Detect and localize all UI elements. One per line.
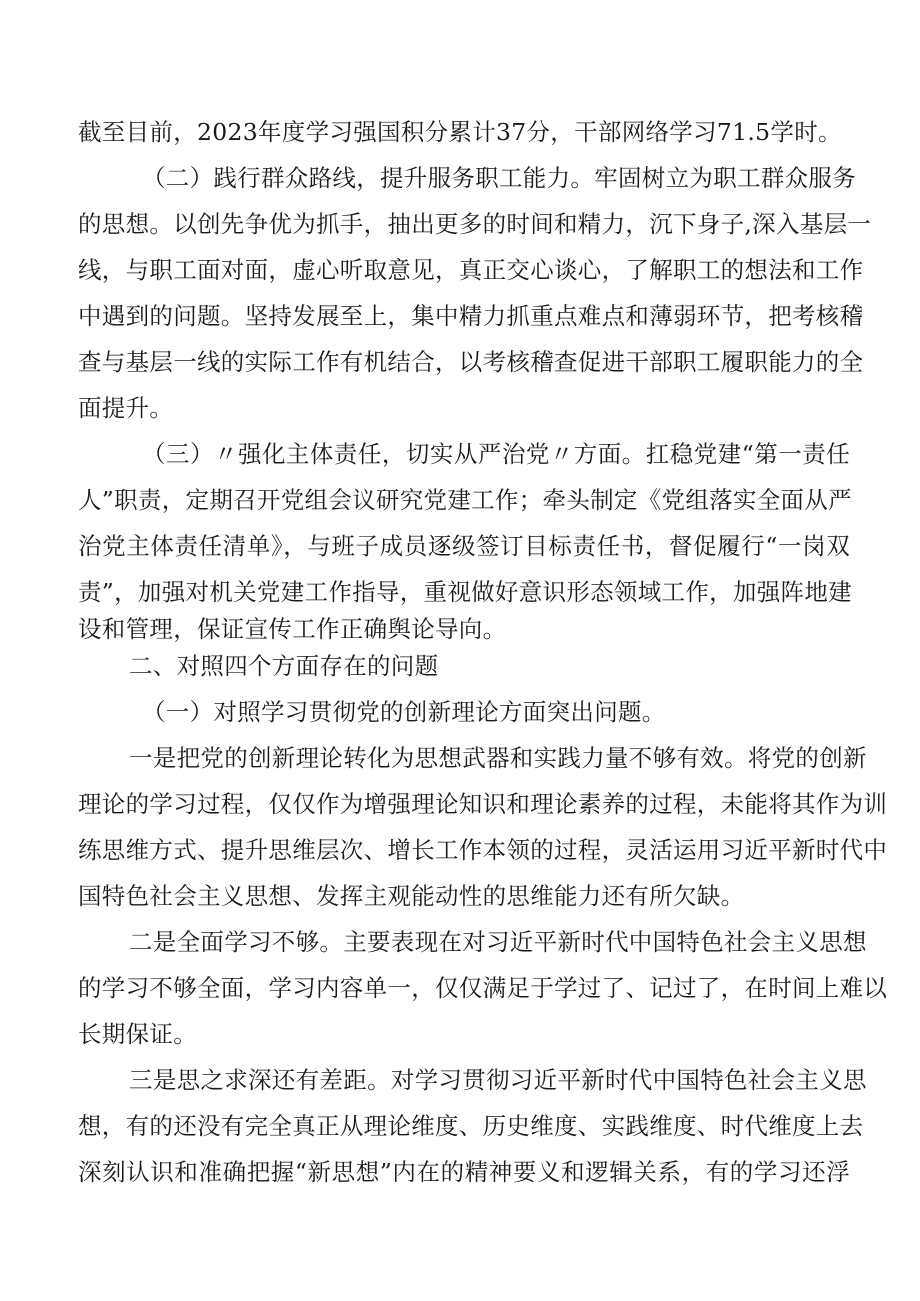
paragraph-line: 深刻认识和准确把握“新思想”内在的精神要义和逻辑关系，有的学习还浮 xyxy=(78,1158,850,1186)
section-heading: 二、对照四个方面存在的问题 xyxy=(129,652,439,680)
paragraph-line: 设和管理，保证宣传工作正确舆论导向。 xyxy=(78,615,507,643)
paragraph-line: 人”职责，定期召开党组会议研究党建工作；牵头制定《党组落实全面从严 xyxy=(78,486,852,514)
paragraph-line: 责”，加强对机关党建工作指导，重视做好意识形态领域工作，加强阵地建 xyxy=(78,578,852,606)
paragraph-line: 截至目前，2023年度学习强国积分累计37分，干部网络学习71.5学时。 xyxy=(78,118,842,146)
paragraph-line: 中遇到的问题。坚持发展至上，集中精力抓重点难点和薄弱环节，把考核稽 xyxy=(78,302,864,330)
paragraph-line: 线，与职工面对面，虚心听取意见，真正交心谈心，了解职工的想法和工作 xyxy=(78,256,864,284)
paragraph-line: 的思想。以创先争优为抓手，抽出更多的时间和精力，沉下身子,深入基层一 xyxy=(78,210,872,238)
paragraph-line: 理论的学习过程，仅仅作为增强理论知识和理论素养的过程，未能将其作为训 xyxy=(78,790,888,818)
paragraph-line: 长期保证。 xyxy=(78,1020,197,1048)
paragraph-line: 一是把党的创新理论转化为思想武器和实践力量不够有效。将党的创新 xyxy=(129,744,867,772)
subsection-heading: （一）对照学习贯彻党的创新理论方面突出问题。 xyxy=(142,698,666,726)
paragraph-line: 二是全面学习不够。主要表现在对习近平新时代中国特色社会主义思想 xyxy=(129,928,867,956)
paragraph-line: 国特色社会主义思想、发挥主观能动性的思维能力还有所欠缺。 xyxy=(78,882,745,910)
paragraph-line: 面提升。 xyxy=(78,394,174,422)
paragraph-line: 三是思之求深还有差距。对学习贯彻习近平新时代中国特色社会主义思 xyxy=(129,1066,867,1094)
paragraph-line: 的学习不够全面，学习内容单一，仅仅满足于学过了、记过了，在时间上难以 xyxy=(78,974,888,1002)
paragraph-line: 查与基层一线的实际工作有机结合，以考核稽查促进干部职工履职能力的全 xyxy=(78,348,864,376)
paragraph-line: 治党主体责任清单》，与班子成员逐级签订目标责任书，督促履行“一岗双 xyxy=(78,532,850,560)
paragraph-line: 想，有的还没有完全真正从理论维度、历史维度、实践维度、时代维度上去 xyxy=(78,1112,864,1140)
paragraph-line: （三）〃强化主体责任，切实从严治党〃方面。扛稳党建“第一责任 xyxy=(142,440,850,468)
paragraph-line: （二）践行群众路线，提升服务职工能力。牢固树立为职工群众服务 xyxy=(142,164,856,192)
paragraph-line: 练思维方式、提升思维层次、增长工作本领的过程，灵活运用习近平新时代中 xyxy=(78,836,888,864)
